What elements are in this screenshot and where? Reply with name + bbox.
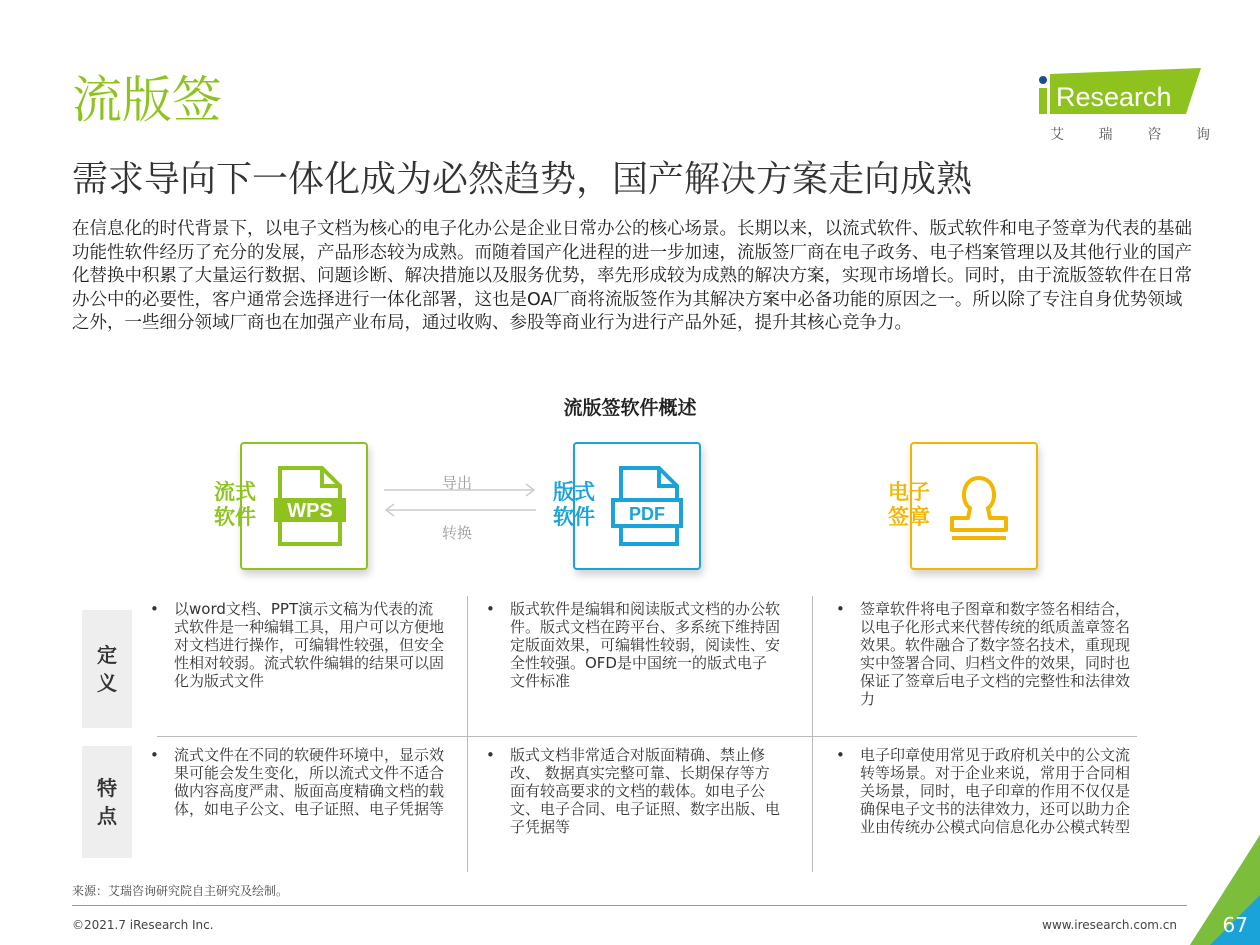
cell-features-flow: • 流式文件在不同的软硬件环境中，显示效果可能会发生变化，所以流式文件不适合做内容高度严肃、版面高度精确文档的载体，如电子公文、电子证照、电子凭据等 — [150, 746, 445, 818]
layout-software-box — [553, 442, 701, 570]
flow-software-label: 流式 软件 — [214, 480, 256, 529]
stamp-icon — [946, 472, 1012, 542]
logo-sub-char: 瑞 — [1098, 127, 1113, 143]
convert-label: 转换 — [442, 524, 473, 542]
cell-features-layout: • 版式文档非常适合对版面精确、禁止修改、 数据真实完整可靠、长期保存等方面有较高要求的文档的载体。如电子公文、电子合同、电子证照、数字出版、电子凭据等 — [486, 746, 781, 836]
logo-brand-text: Research — [1056, 82, 1172, 112]
svg-text:PDF: PDF — [629, 504, 665, 524]
cell-definition-flow: • 以word文档、PPT演示文稿为代表的流式软件是一种编辑工具，用户可以方便地对文档进行操作，可编辑性较强，但安全性相对较弱。流式软件编辑的结果可以固化为版式文件 — [150, 600, 445, 690]
cell-definition-layout: • 版式软件是编辑和阅读版式文档的办公软件。版式文档在跨平台、多系统下维持固定版面效果，可编辑性较弱，阅读性、安全性较强。OFD是中国统一的版式电子文件标准 — [486, 600, 781, 690]
diagram-title: 流版签软件概述 — [563, 397, 697, 419]
e-signature-box — [888, 442, 1038, 570]
svg-text:WPS: WPS — [287, 500, 333, 522]
row-label-definition: 定 义 — [82, 610, 132, 728]
logo-sub-char: 艾 — [1050, 127, 1064, 143]
table-row-divider — [157, 736, 1137, 737]
e-signature-label: 电子 签章 — [888, 480, 930, 529]
copyright: ©2021.7 iResearch Inc. — [72, 918, 214, 932]
table-column-divider — [467, 596, 468, 872]
row-label-features: 特 点 — [82, 746, 132, 858]
page-subtitle: 需求导向下一体化成为必然趋势，国产解决方案走向成熟 — [72, 159, 973, 200]
source-note: 来源：艾瑞咨询研究院自主研究及绘制。 — [72, 884, 289, 898]
page-number: 67 — [1222, 913, 1248, 937]
website-url: www.iresearch.com.cn — [1042, 918, 1177, 932]
iresearch-logo-mark — [1036, 68, 1201, 118]
cell-definition-signature: • 签章软件将电子图章和数字签名相结合，以电子化形式来代替传统的纸质盖章签名效果。软件融合了数字签名技术，重现现实中签署合同、归档文件的效果，同时也保证了签章后电子文档的完整性和法律效力 — [836, 600, 1131, 708]
footer-divider — [72, 905, 1187, 906]
cell-features-signature: • 电子印章使用常见于政府机关中的公文流转等场景。对于企业来说，常用于合同相关场景，同时，电子印章的作用不仅仅是确保电子文书的法律效力，还可以助力企业由传统办公模式向信息化办公模式转型 — [836, 746, 1131, 836]
export-label: 导出 — [442, 474, 473, 492]
table-column-divider — [812, 596, 813, 872]
layout-software-label: 版式 软件 — [553, 480, 595, 529]
page-title: 流版签 — [72, 71, 222, 129]
wps-document-icon — [274, 466, 346, 548]
pdf-document-icon — [611, 466, 683, 548]
flow-software-box — [214, 442, 368, 570]
logo-subtext — [1050, 124, 1210, 144]
logo-sub-char: 询 — [1195, 127, 1210, 143]
logo-sub-char: 咨 — [1147, 127, 1162, 143]
iresearch-logo — [1036, 68, 1210, 148]
intro-paragraph: 在信息化的时代背景下，以电子文档为核心的电子化办公是企业日常办公的核心场景。长期以来，以流式软件、版式软件和电子签章为代表的基础功能性软件经历了充分的发展，产品形态较为成熟。而随着国产化进程的进一步加速，流版签厂商在电子政务、电子档案管理以及其他行业的国产化替换中积累了大量运行数据、问题诊断、解决措施以及服务优势，率先形成较为成熟的解决方案，实现市场增长。同时，由于流版签软件在日常办公中的必要性，客户通常会选择进行一体化部署，这也是OA厂商将流版签作为其解决方案中必备功能的原因之一。所以除了专注自身优势领域之外，一些细分领域厂商也在加强产业布局，通过收购、参股等商业行为进行产品外延，提升其核心竞争力。 — [72, 219, 1192, 333]
